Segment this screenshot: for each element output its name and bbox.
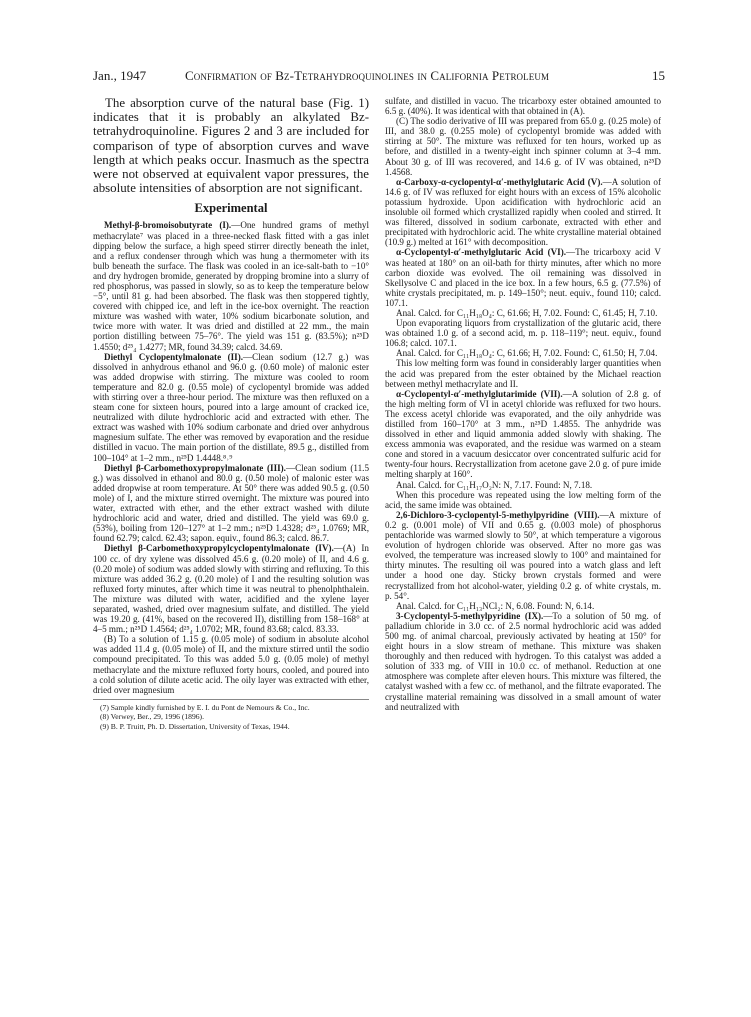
paragraph-text: —A mixture of 0.2 g. (0.001 mole) of VII and 0.65 g. (0.003 mole) of phosphorus pentachloride was warmed slowly to 50°, at which temperature a vigorous evolution of hydrogen chloride was observed. After no more gas was evolved, the temperature was increased slowly to 100° and maintained for thirty minutes. The resulting oil was poured into a watch glass and left under a hood one day. Sticky brown crystals formed and were recrystallized from hot alcohol-water, yielding 0.2 g. of white crystals, m. p. 54°.: [385, 509, 661, 601]
paragraph-text: —Clean sodium (12.7 g.) was dissolved in anhydrous ethanol and 96.0 g. (0.60 mole) of malonic ester was added dropwise with stirring. The mixture was cooled to room temperature and 82.0 g. (0.55 mole) of cyclopentyl bromide was added with stirring over a three-hour period. The mixture was then refluxed on a steam cone for sixteen hours, poured into a large amount of cracked ice, neutralized with dilute hydrochloric acid and extracted with ether. The extract was washed with 10% sodium carbonate and dried over anhydrous magnesium sulfate. The ether was removed by evaporation and the residue distilled in vacuo. The main portion of the distillate, 89.5 g., distilled from 100–104° at 1–2 mm., n²⁵D 1.4448.⁸˒⁹: [93, 351, 369, 463]
running-title: Confirmation of Bz-Tetrahydroquinolines in California Petroleum: [185, 68, 550, 83]
run-in-heading: Diethyl β-Carbomethoxypropylmalonate (III).: [104, 462, 286, 473]
body-paragraph: [385, 318, 661, 348]
paragraph-text: (B) To a solution of 1.15 g. (0.05 mole) of sodium in absolute alcohol was added 11.4 g. (0.05 mole) of II, and the mixture stirred until the sodio compound precipitated. To this was added 5.0 g. (0.05 mole) of methyl methacrylate and the mixture refluxed forty hours, cooled, and poured into a cold solution of dilute acetic acid. The oily layer was extracted with ether, dried over magnesium: [93, 634, 369, 695]
paragraph-text: —A solution of 14.6 g. of IV was refluxed for eight hours with an excess of 15% alcoholic potassium hydroxide. Upon acidification with hydrochloric acid an insoluble oil formed which crystallized rapidly when cooled and stirred. It was filtered, dissolved in sodium carbonate, extracted with ether and precipitated with hydrochloric acid. The white crystalline material obtained (10.9 g.) melted at 161° with decomposition.: [385, 176, 661, 248]
running-header: [93, 68, 665, 84]
run-in-heading: Diethyl Cyclopentylmalonate (II).: [104, 351, 244, 362]
body-paragraph: [93, 543, 369, 634]
run-in-heading: Diethyl β-Carbomethoxypropylcyclopentylmalonate (IV).: [104, 543, 334, 554]
body-paragraph: [93, 220, 369, 351]
paragraph-text: When this procedure was repeated using the low melting form of the acid, the same imide was obtained.: [385, 489, 661, 510]
paragraph-text: Upon evaporating liquors from crystallization of the glutaric acid, there was obtained 1.0 g. of a second acid, m. p. 118–119°; neut. equiv., found 106.8; calcd. 107.1.: [385, 318, 661, 349]
body-paragraph: [385, 348, 661, 358]
paragraph-text: —(A) In 100 cc. of dry xylene was dissolved 45.6 g. (0.20 mole) of II, and 4.6 g. (0.20 mole) of sodium was added slowly with stirring and refluxing. To this mixture was added 36.2 g. (0.20 mole) of I and the resulting solution was refluxed forty minutes, after which time it was neutral to phenolphthalein. The mixture was diluted with water, acidified and the xylene layer separated, washed, dried over magnesium sulfate, and distilled. The yield was 19.20 g. (41%, based on the recovered II), distilling from 158–168° at 4–5 mm.; n²⁵D 1.4564; d²⁵₄ 1.0702; MR, found 83.68; calcd. 83.33.: [93, 543, 369, 635]
body-paragraph: [385, 389, 661, 480]
paragraph-text: —A solution of 2.8 g. of the high melting form of VI in acetyl chloride was refluxed for two hours. The excess acetyl chloride was evaporated, and the oily anhydride was distilled from 160–170° at 3 mm., n²⁵D 1.4855. The anhydride was dissolved in ether and liquid ammonia added slowly with shaking. The excess ammonia was evaporated, and the residue was warmed on a steam cone and stored in a vacuum desiccator over concentrated sulfuric acid for twenty-four hours. Recrystallization from acetone gave 2.0 g. of pure imide melting sharply at 160°.: [385, 388, 661, 480]
issue-date: Jan., 1947: [93, 68, 147, 83]
run-in-heading: α-Cyclopentyl-α′-methylglutaric Acid (VI).: [396, 247, 567, 258]
paragraph-text: Anal. Calcd. for C₁₁H₁₇O₂N: N, 7.17. Found: N, 7.18.: [396, 479, 593, 490]
paragraph-text: This low melting form was found in considerably larger quantities when the acid was prepared from the ester obtained by the Michael reaction between methyl methacrylate and II.: [385, 358, 661, 389]
body-paragraph: [385, 177, 661, 248]
paragraph-text: —The tricarboxy acid V was heated at 180° on an oil-bath for thirty minutes, after which no more carbon dioxide was evolved. The oil remaining was dissolved in Skellysolve C and placed in the ice box. In a few hours, 6.5 g. (77.5%) of white crystals precipitated, m. p. 149–150°; neut. equiv., found 110; calcd. 107.1.: [385, 247, 661, 308]
section-heading: Experimental: [194, 201, 268, 216]
run-in-heading: 3-Cyclopentyl-5-methylpyridine (IX).: [396, 610, 544, 621]
run-in-heading: 2,6-Dichloro-3-cyclopentyl-5-methylpyridine (VIII).: [396, 509, 600, 520]
right-column: [385, 96, 661, 936]
paragraph-text: —Clean sodium (11.5 g.) was dissolved in ethanol and 80.0 g. (0.50 mole) of malonic ester was added dropwise at room temperature. At 50° there was added 90.5 g. (0.50 mole) of I, and the mixture stirred overnight. The mixture was poured into water, extracted with ether, and the ether extract washed with dilute hydrochloric acid and water, dried and distilled. The yield was 69.0 g. (53%), boiling from 120–127° at 1–2 mm.; n²⁵D 1.4328; d²⁵₄ 1.0769; MR, found 62.79; calcd. 62.43; sapon. equiv., found 86.3; calcd. 86.7.: [93, 462, 369, 544]
footnotes: [93, 699, 369, 731]
page-number: 15: [652, 68, 665, 83]
footnote: (9) B. P. Truitt, Ph. D. Dissertation, University of Texas, 1944.: [100, 721, 290, 731]
body-paragraph: [93, 634, 369, 695]
left-paragraphs: [93, 220, 369, 694]
footnote: (8) Verwey, Ber., 29, 1996 (1896).: [100, 712, 204, 722]
body-paragraph: [385, 247, 661, 308]
footnote: (7) Sample kindly furnished by E. I. du Pont de Nemours & Co., Inc.: [100, 702, 310, 712]
intro-paragraph: The absorption curve of the natural base (Fig. 1) indicates that it is probably an alkylated Bz-tetrahydroquinoline. Figures 2 and 3 are included for comparison of type of absorption curves and wave length at which peaks occur. Inasmuch as the spectra were not observed at equivalent vapor pressures, the absolute intensities of absorption are not significant.: [93, 96, 369, 196]
paragraph-text: Anal. Calcd. for C₁₁H₁₈O₄: C, 61.66; H, 7.02. Found: C, 61.50; H, 7.04.: [396, 348, 658, 359]
body-paragraph: [385, 480, 661, 490]
body-paragraph: [385, 116, 661, 177]
paragraph-text: sulfate, and distilled in vacuo. The tricarboxy ester obtained amounted to 6.5 g. (40%). It was identical with that obtained in (A).: [385, 96, 661, 117]
body-paragraph: [385, 601, 661, 611]
left-column: [93, 96, 369, 936]
body-paragraph: [93, 352, 369, 463]
paragraph-text: —To a solution of 50 mg. of palladium chloride in 3.0 cc. of 2.5 normal hydrochloric acid was added 500 mg. of animal charcoal, previously activated by heating at 150° for eight hours in a slow stream of methane. This mixture was shaken thoroughly and then reduced with hydrogen. To this catalyst was added a solution of 333 mg. of VIII in 10.0 cc. of methanol. Reduction at one atmosphere was complete after eleven hours. This mixture was filtered, the catalyst washed with a few cc. of methanol, and the filtrate evaporated. The crystalline material remaining was dissolved in a small amount of water and neutralized with: [385, 610, 661, 712]
body-paragraph: [385, 358, 661, 388]
body-paragraph: [385, 611, 661, 712]
body-paragraph: [385, 490, 661, 510]
paragraph-text: Anal. Calcd. for C₁₁H₁₃NCl₂: N, 6.08. Found: N, 6.14.: [396, 600, 595, 611]
body-paragraph: [93, 463, 369, 544]
body-paragraph: [385, 510, 661, 601]
body-paragraph: [385, 308, 661, 318]
run-in-heading: α-Cyclopentyl-α′-methylglutarimide (VII).: [396, 388, 563, 399]
body-paragraph: [385, 96, 661, 116]
run-in-heading: α-Carboxy-α-cyclopentyl-α′-methylglutaric Acid (V).: [396, 176, 603, 187]
paragraph-text: (C) The sodio derivative of III was prepared from 65.0 g. (0.25 mole) of III, and 38.0 g. (0.255 mole) of cyclopentyl bromide was added with stirring at 50°. The mixture was refluxed for ten hours, worked up as before, and distilled in a twenty-eight inch spinner column at 3–4 mm. About 30 g. of III was recovered, and 14.6 g. of IV was obtained, n²⁵D 1.4568.: [385, 116, 661, 177]
paragraph-text: —One hundred grams of methyl methacrylate⁷ was placed in a three-necked flask fitted with a gas inlet dipping below the surface, a high speed stirrer directly beneath the inlet, and a reflux condenser through which was hung a thermometer with its bulb beneath the surface. The flask was cooled in an ice-salt-bath to −10° and dry hydrogen bromide, generated by dropping bromine into a slurry of red phosphorus, was passed in slowly, so as to keep the temperature below −5°, until 81 g. had been absorbed. The flask was then stoppered tightly, covered with chipped ice, and left in the ice-box overnight. The reaction mixture was washed with water, 10% sodium bicarbonate solution, and twice more with water. It was dried and distilled at 22 mm., the main portion distilling between 75–76°. The yield was 151 g. (83.5%); n²⁵D 1.4550; d²⁵₄ 1.4277; MR, found 34.39; calcd. 34.69.: [93, 220, 369, 352]
right-paragraphs: [385, 96, 661, 712]
paragraph-text: Anal. Calcd. for C₁₁H₁₈O₄: C, 61.66; H, 7.02. Found: C, 61.45; H, 7.10.: [396, 307, 658, 318]
run-in-heading: Methyl-β-bromoisobutyrate (I).: [104, 220, 232, 231]
